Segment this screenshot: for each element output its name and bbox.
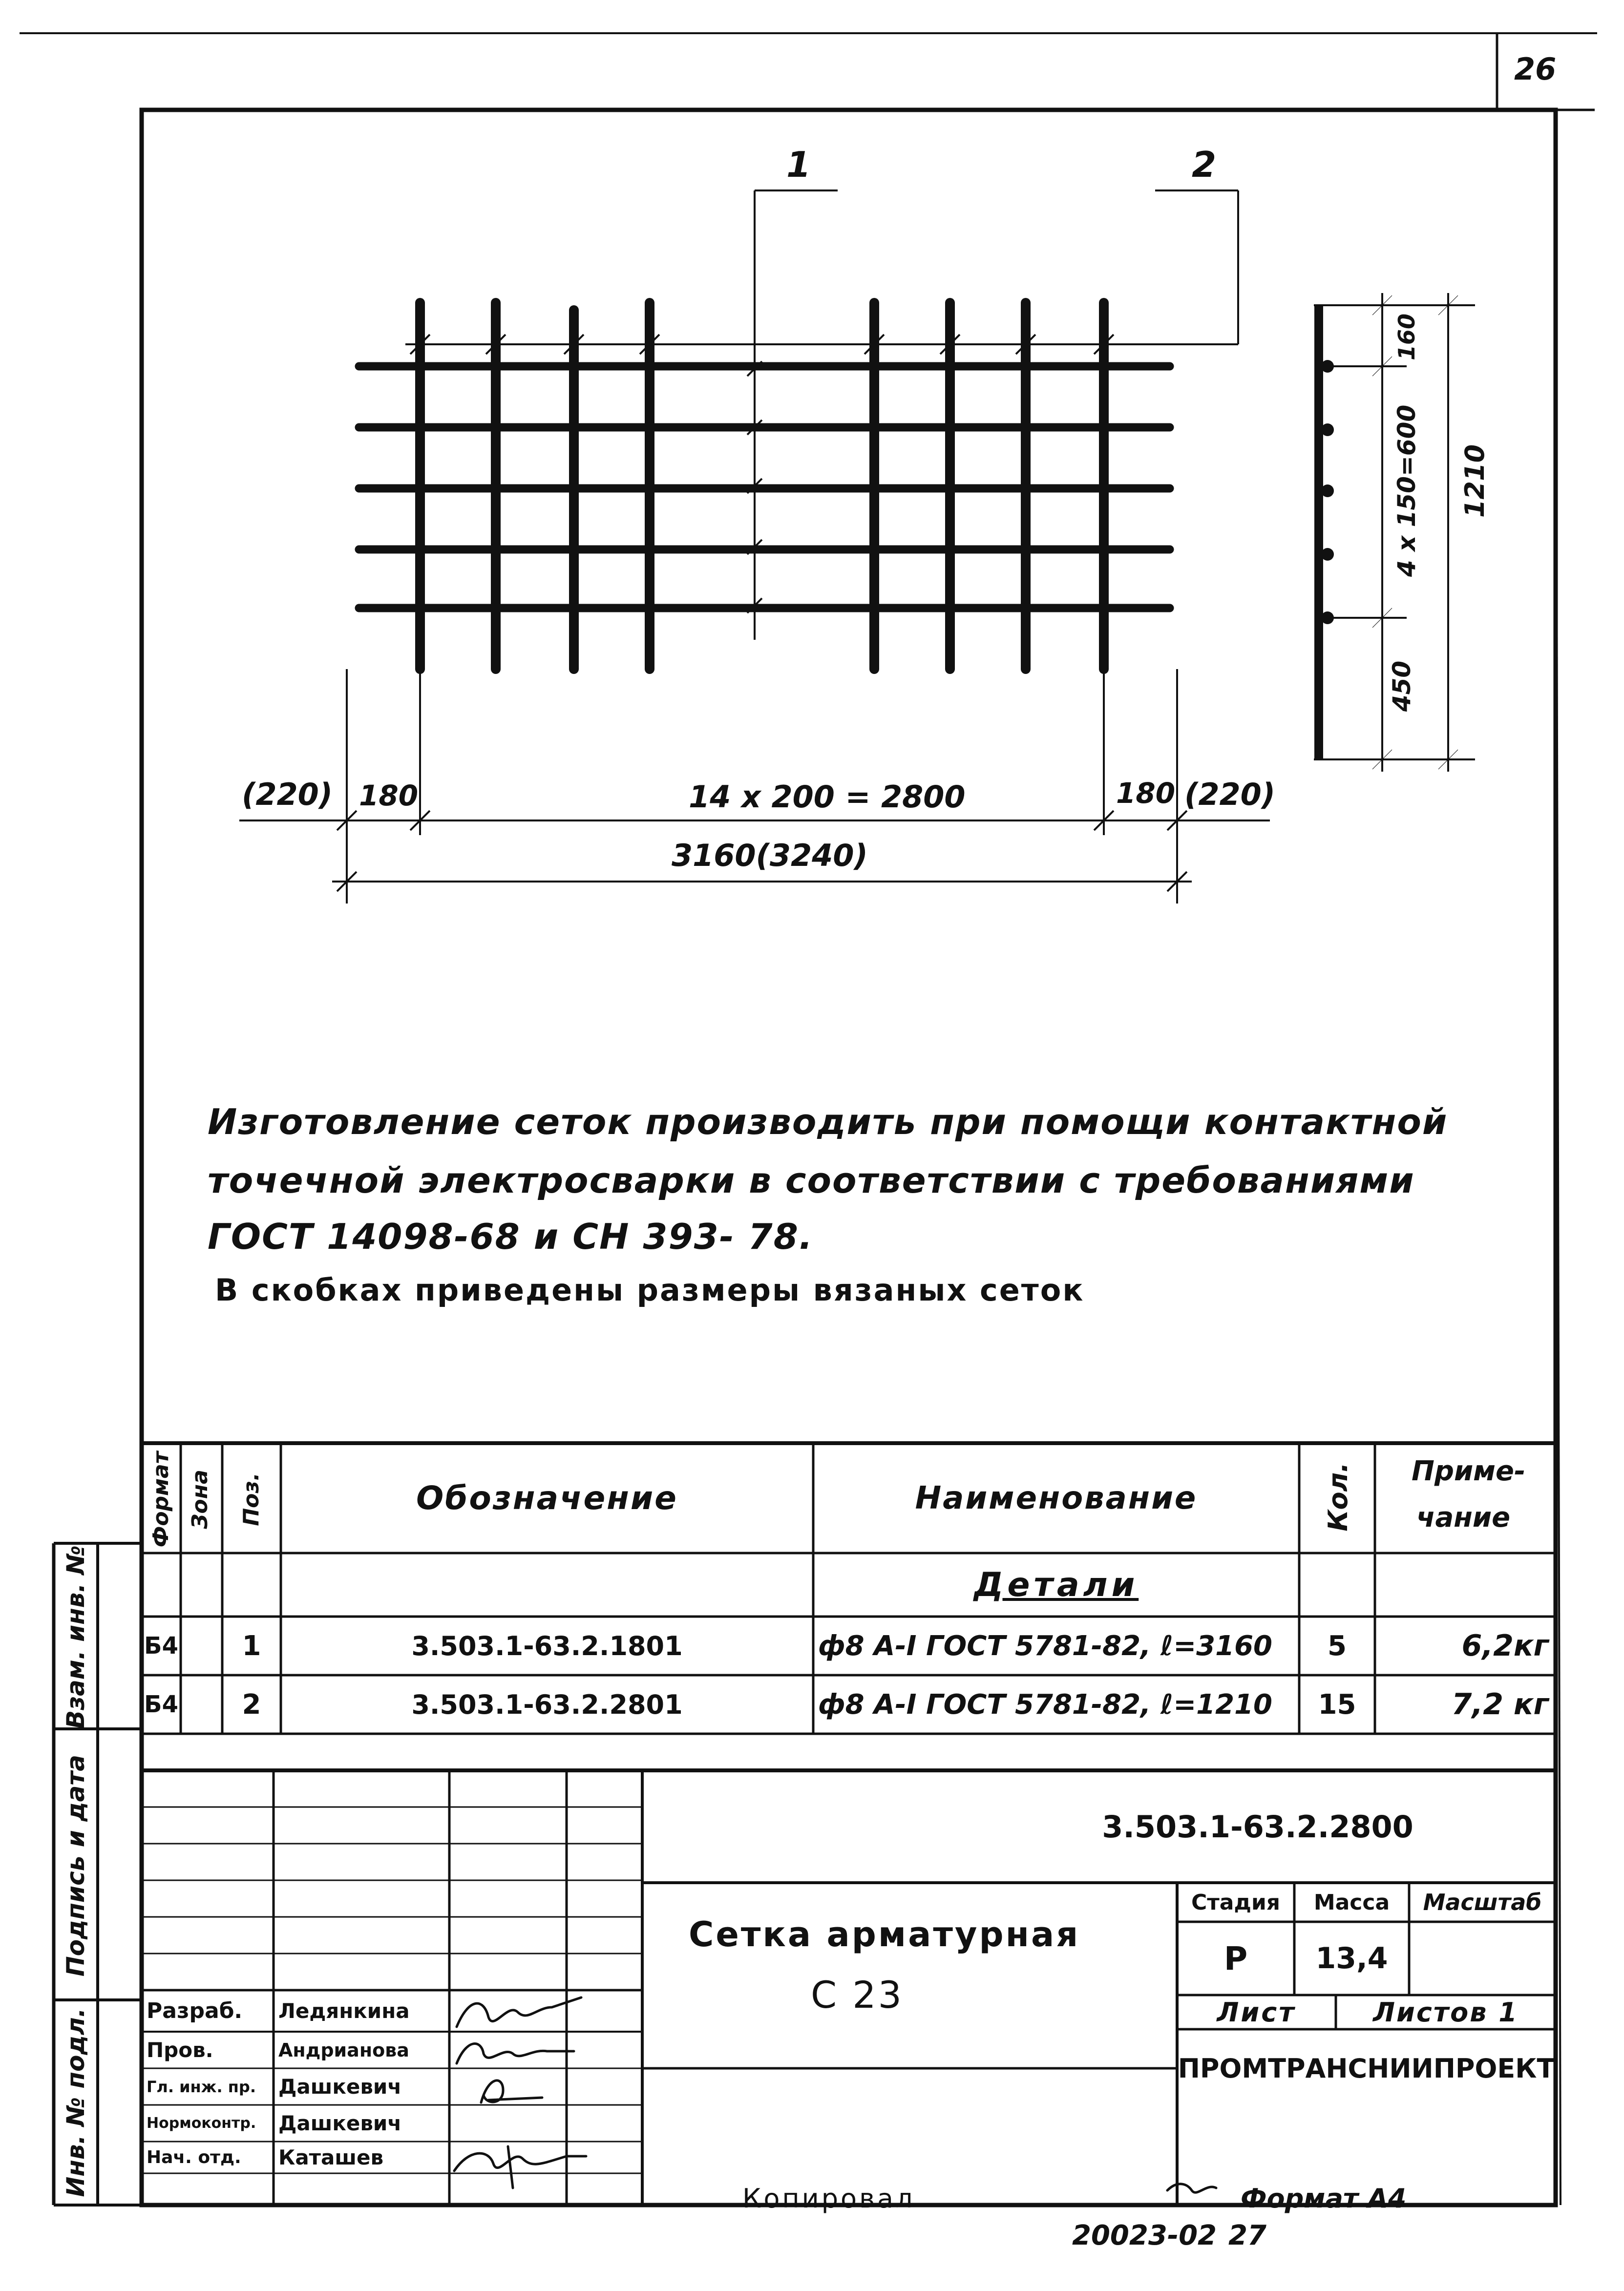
row2-note: 7,2 кг [1451,1687,1549,1722]
copied-label: Копировал [742,2183,915,2214]
stage-value: Р [1223,1939,1248,1977]
name-dept-head: Каташев [278,2145,384,2169]
header-name: Наименование [915,1480,1198,1516]
dim-right-end: 180 [1116,777,1176,810]
callout-2: 2 [1192,144,1217,185]
scale-label: Масштаб [1423,1889,1542,1915]
name-chief-engineer: Дашкевич [278,2075,402,2099]
row1-name: ф8 А-I ГОСТ 5781-82, ℓ=3160 [818,1630,1273,1662]
header-designation: Обозначение [416,1479,678,1517]
row2-format: Б4 [144,1691,178,1718]
dim-left-end: 180 [359,779,419,812]
header-note-2: чание [1416,1502,1511,1534]
dim-side-top: 160 [1393,313,1420,361]
note-line-4: В скобках приведены размеры вязаных сеток [215,1272,1085,1308]
order-number: 20023-02 [1072,2220,1217,2251]
dim-side-mid: 4 x 150=600 [1392,404,1421,577]
note-line-2: точечной электросварки в соответствии с требованиями [208,1160,1415,1201]
stamp-signature-date: Подпись и дата [62,1754,90,1977]
sheet-label: Лист [1217,1997,1296,2028]
dim-overall: 3160(3240) [672,838,868,873]
role-developer: Разраб. [147,1998,243,2023]
role-chief-engineer: Гл. инж. пр. [147,2077,256,2096]
title-line-2: С 23 [811,1973,904,2017]
header-pos: Поз. [239,1472,264,1526]
sheet-number: 26 [1514,51,1557,87]
name-norm-control: Дашкевич [278,2111,402,2135]
stamp-original-inv: Инв. № подл. [62,2008,90,2197]
section-title: Детали [973,1565,1139,1604]
dim-side-bottom: 450 [1388,660,1416,712]
row2-qty: 15 [1318,1688,1356,1721]
row1-designation: 3.503.1-63.2.1801 [411,1630,683,1661]
role-norm-control: Нормоконтр. [147,2115,256,2132]
name-checker: Андрианова [278,2039,409,2061]
sheets-label: Листов 1 [1373,1997,1519,2028]
stamp-replace-inv: Взам. инв. № [62,1545,90,1729]
note-line-3: ГОСТ 14098-68 и СН 393- 78. [208,1216,814,1257]
name-developer: Ледянкина [278,1999,410,2023]
row2-name: ф8 А-I ГОСТ 5781-82, ℓ=1210 [818,1688,1273,1721]
mass-value: 13,4 [1315,1941,1388,1976]
header-zone: Зона [188,1470,212,1529]
row2-designation: 3.503.1-63.2.2801 [411,1689,683,1720]
role-checker: Пров. [147,2038,213,2062]
header-format: Формат [148,1451,173,1548]
footer-page: 27 [1228,2220,1266,2251]
row1-note: 6,2кг [1461,1629,1549,1663]
header-note-1: Приме- [1412,1455,1526,1487]
dim-left-bracket: (220) [242,777,333,812]
header-qty: Кол. [1323,1462,1353,1532]
dim-side-total: 1210 [1459,444,1490,518]
callout-1: 1 [786,144,811,185]
row1-qty: 5 [1328,1630,1347,1662]
stage-label: Стадия [1191,1890,1281,1915]
row1-format: Б4 [144,1632,178,1660]
dim-right-bracket: (220) [1184,777,1276,812]
doc-code: 3.503.1-63.2.2800 [1102,1808,1413,1845]
dim-middle: 14 x 200 = 2800 [689,779,966,815]
row2-pos: 2 [242,1688,261,1721]
organization: ПРОМТРАНСНИИПРОЕКТ [1178,2053,1555,2084]
note-line-1: Изготовление сеток производить при помощи контактной [208,1101,1448,1142]
role-dept-head: Нач. отд. [147,2147,241,2167]
mass-label: Масса [1313,1890,1390,1915]
title-line-1: Сетка арматурная [689,1914,1080,1955]
row1-pos: 1 [242,1630,261,1662]
format-label: Формат А4 [1241,2183,1407,2214]
